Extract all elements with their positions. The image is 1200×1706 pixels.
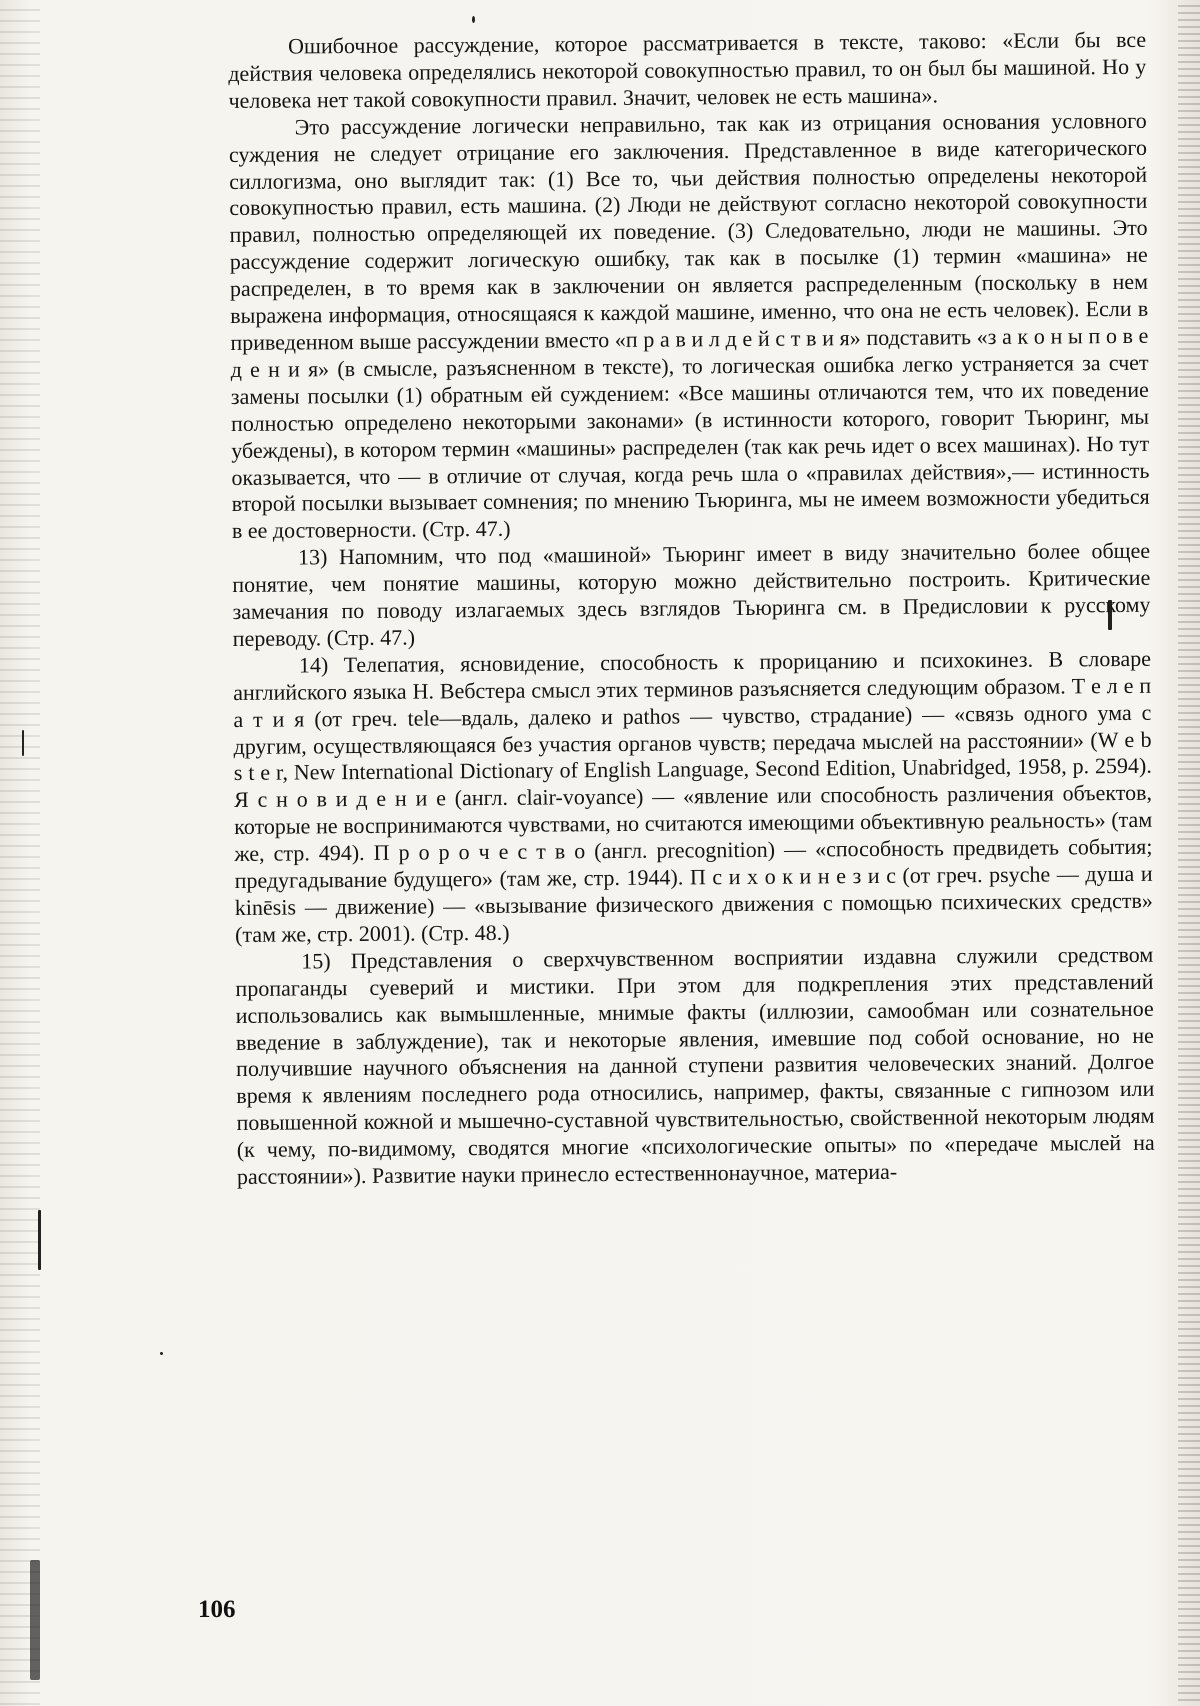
paragraph: 13) Напомним, что под «машиной» Тьюринг имеет в виду значительно более общее понятие, чем понятие машины, которую можно действительно построить. Критические замечания по поводу излагаемых здесь взглядов Тьюринга см. в Предисловии к русскому переводу. (Стр. 47.) <box>232 537 1151 651</box>
scan-speck <box>38 1210 41 1270</box>
scan-speck <box>22 730 24 756</box>
page-text <box>228 27 1155 1191</box>
page-number: 106 <box>198 1596 236 1623</box>
paragraph: Ошибочное рассуждение, которое рассматривается в тексте, таково: «Если бы все действия человека определялись некоторой совокупностью правил, то он был бы машиной. Но у человека нет такой совокупности правил. Значит, человек не есть машина». <box>228 26 1147 113</box>
paragraph: 14) Телепатия, ясновидение, способность к прорицанию и психокинез. В словаре английского языка Н. Вебстера смысл этих терминов разъясняется следующим образом. Т е л е п а т и я (от греч. tele—вдаль, далеко и pathos — чувство, страдание) — «связь одного ума с другим, осуществляющаяся без участия органов чувств; передача мыслей на расстоянии» (W e b s t e r, New International Dictionary of English Language, Second Edition, Unabridged, 1958, p. 2594). Я с н о в и д е н и е (англ. clair-voyance) — «явление или способность различения объектов, которые не воспринимаются чувствами, но считаются имеющими объективную реальность» (там же, стр. 494). П р о р о ч е с т в о (англ. precognition) — «способность предвидеть события; предугадывание будущего» (там же, стр. 1944). П с и х о к и н е з и с (от греч. psyche — душа и kinēsis — движение) — «вызывание физического движения с помощью психических средств» (там же, стр. 2001). (Стр. 48.) <box>233 645 1153 947</box>
scan-binding-edge-left <box>0 0 40 1706</box>
paragraph: Это рассуждение логически неправильно, так как из отрицания основания условного суждения не следует отрицание его заключения. Представленное в виде категорического силлогизма, оно выглядит так: (1) Все то, чьи действия полностью определены некоторой совокупностью правил, есть машина. (2) Люди не действуют согласно некоторой совокупности правил, полностью определяющей их поведение. (3) Следовательно, люди не машины. Это рассуждение содержит логическую ошибку, так как в посылке (1) термин «машина» не распределен, в то время как в заключении он является распределенным (поскольку в нем выражена информация, относящаяся к каждой машине, именно, что она не есть человек). Если в приведенном выше рассуждении вместо «п р а в и л д е й с т в и я» подставить «з а к о н ы п о в е д е н и я» (в смысле, разъясненном в тексте), то логическая ошибка легко устраняется за счет замены посылки (1) обратным ей суждением: «Все машины отличаются тем, что их поведение полностью определено некоторыми законами» (в истинности которого, говорит Тьюринг, мы убеждены), в котором термин «машины» распределен (так как речь идет о всех машинах). Но тут оказывается, что — в отличие от случая, когда речь шла о «правилах действия»,— истинность второй посылки вызывает сомнения; по мнению Тьюринга, мы не имеем возможности убедиться в ее достоверности. (Стр. 47.) <box>228 107 1150 544</box>
scan-binding-edge-right <box>1178 0 1200 1706</box>
scan-speck <box>160 1352 163 1355</box>
scan-speck <box>30 1560 40 1680</box>
paragraph: 15) Представления о сверхчувственном восприятии издавна служили средством пропаганды суеверий и мистики. При этом для подкрепления этих представлений использовались как вымышленные, мнимые факты (иллюзии, самообман или сознательное введение в заблуждение), так и некоторые явления, имевшие под собой основание, но не получившие научного объяснения на данной ступени развития человеческих знаний. Долгое время к явлениям последнего рода относились, например, факты, связанные с гипнозом или повышенной кожной и мышечно-суставной чувствительностью, свойственной некоторым людям (к чему, по-видимому, сводятся многие «психологические опыты» по «передаче мыслей на расстоянии»). Развитие науки принесло естественнонаучное, материа- <box>235 941 1155 1190</box>
scan-speck <box>472 16 475 23</box>
